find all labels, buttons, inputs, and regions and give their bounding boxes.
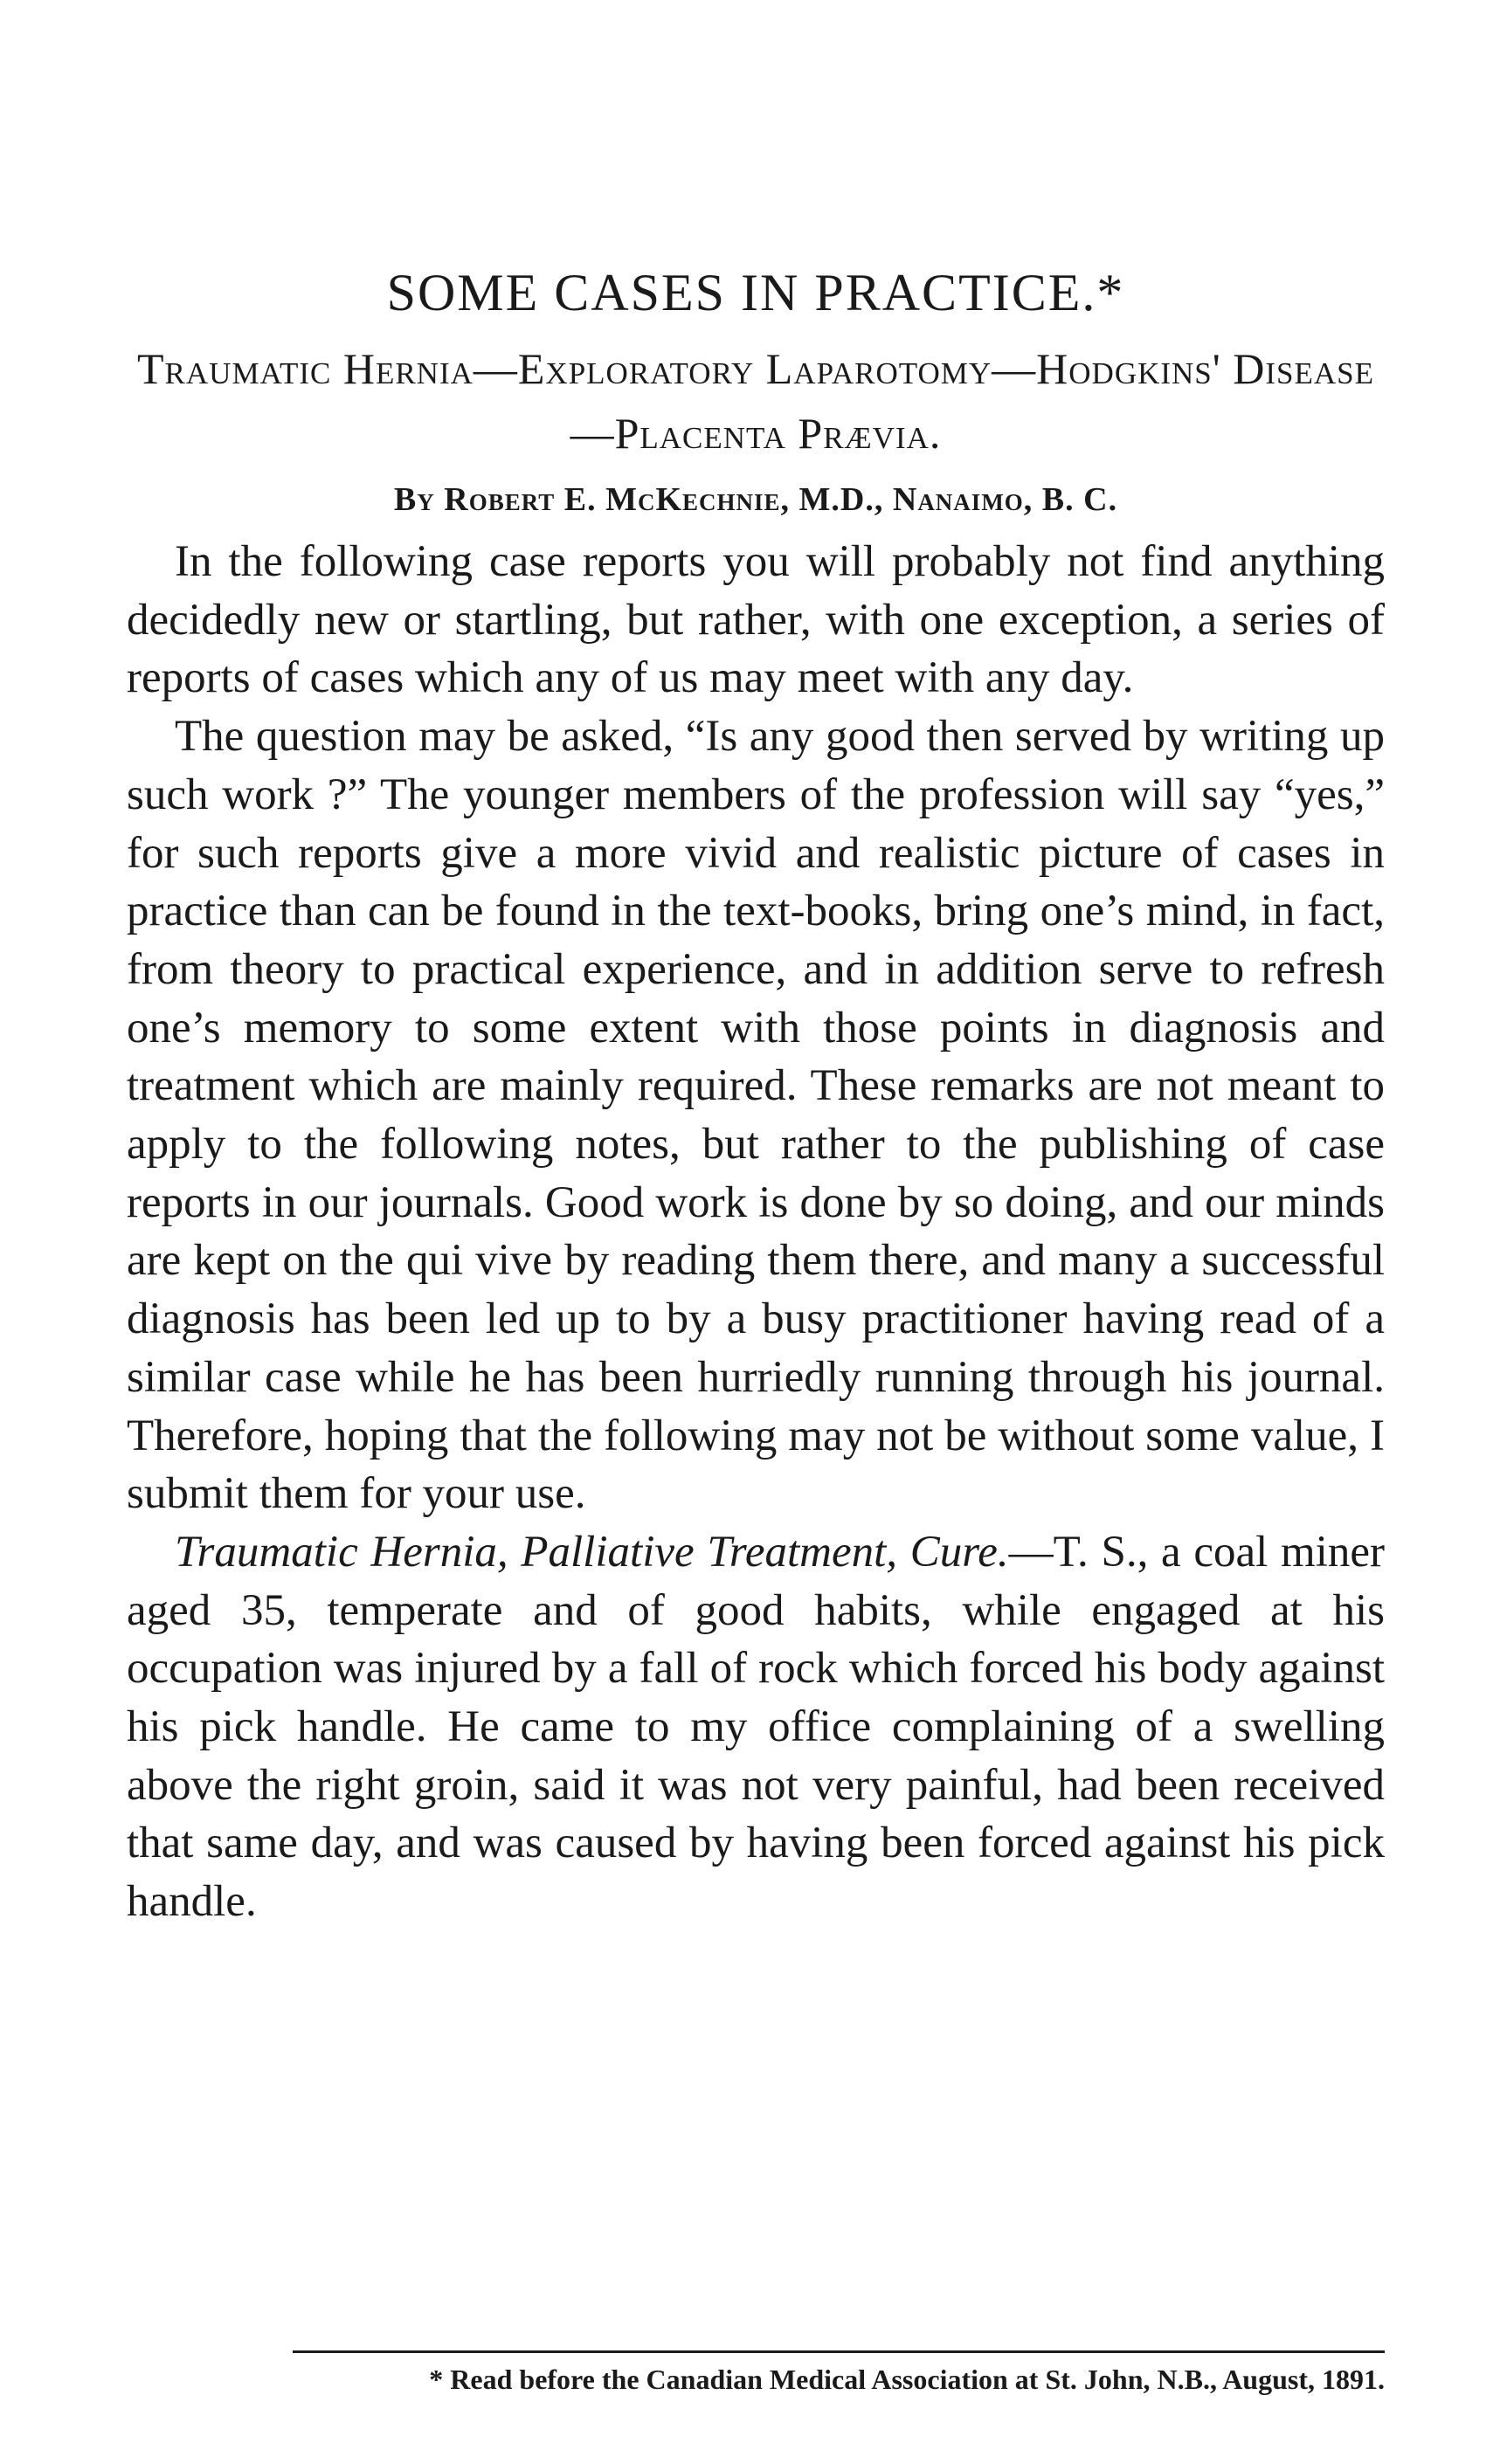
paragraph-case-1: [127, 1523, 1385, 1931]
paragraph-intro: In the following case reports you will probably not find anything decidedly new or startling, but rather, with one exception, a series of reports of cases which any of us may meet with any day.: [127, 537, 1385, 703]
article-title: SOME CASES IN PRACTICE.*: [386, 264, 1125, 321]
paragraph-question: The question may be asked, “Is any good then served by writing up such work ?” The younger members of the profession will say “yes,” for such reports give a more vivid and realistic picture of cases in practice than can be found in the text-books, bring one’s mind, in fact, from theory to practical experience, and in addition serve to refresh one’s memory to some extent with those points in diagnosis and treatment which are mainly required. These remarks are not meant to apply to the following notes, but rather to the publishing of case reports in our journals. Good work is done by so doing, and our minds are kept on the qui vive by reading them there, and many a successful diagnosis has been led up to by a busy practitioner having read of a similar case while he has been hurriedly running through his journal. Therefore, hoping that the following may not be without some value, I submit them for your use.: [127, 712, 1385, 1519]
article-body: [127, 533, 1385, 1931]
author-byline: By Robert E. McKechnie, M.D., Nanaimo, B. C.: [393, 481, 1118, 518]
footnote-divider: [293, 2350, 1385, 2353]
case-1-text: —T. S., a coal miner aged 35, temperate and of good habits, while engaged at his occupation was injured by a fall of rock which forced his body against his pick handle. He came to my office complaining of a swelling above the right groin, said it was not very painful, had been received that same day, and was caused by having been forced against his pick handle.: [127, 1527, 1385, 1927]
footnote: * Read before the Canadian Medical Association at St. John, N.B., August, 1891.: [429, 2364, 1385, 2395]
document-page: [127, 0, 1385, 2464]
case-1-heading: Traumatic Hernia, Palliative Treatment, Cure.: [175, 1527, 1009, 1577]
article-subtitle: Traumatic Hernia—Exploratory Laparotomy—Hodgkins' Disease—Placenta Prævia.: [137, 344, 1374, 458]
